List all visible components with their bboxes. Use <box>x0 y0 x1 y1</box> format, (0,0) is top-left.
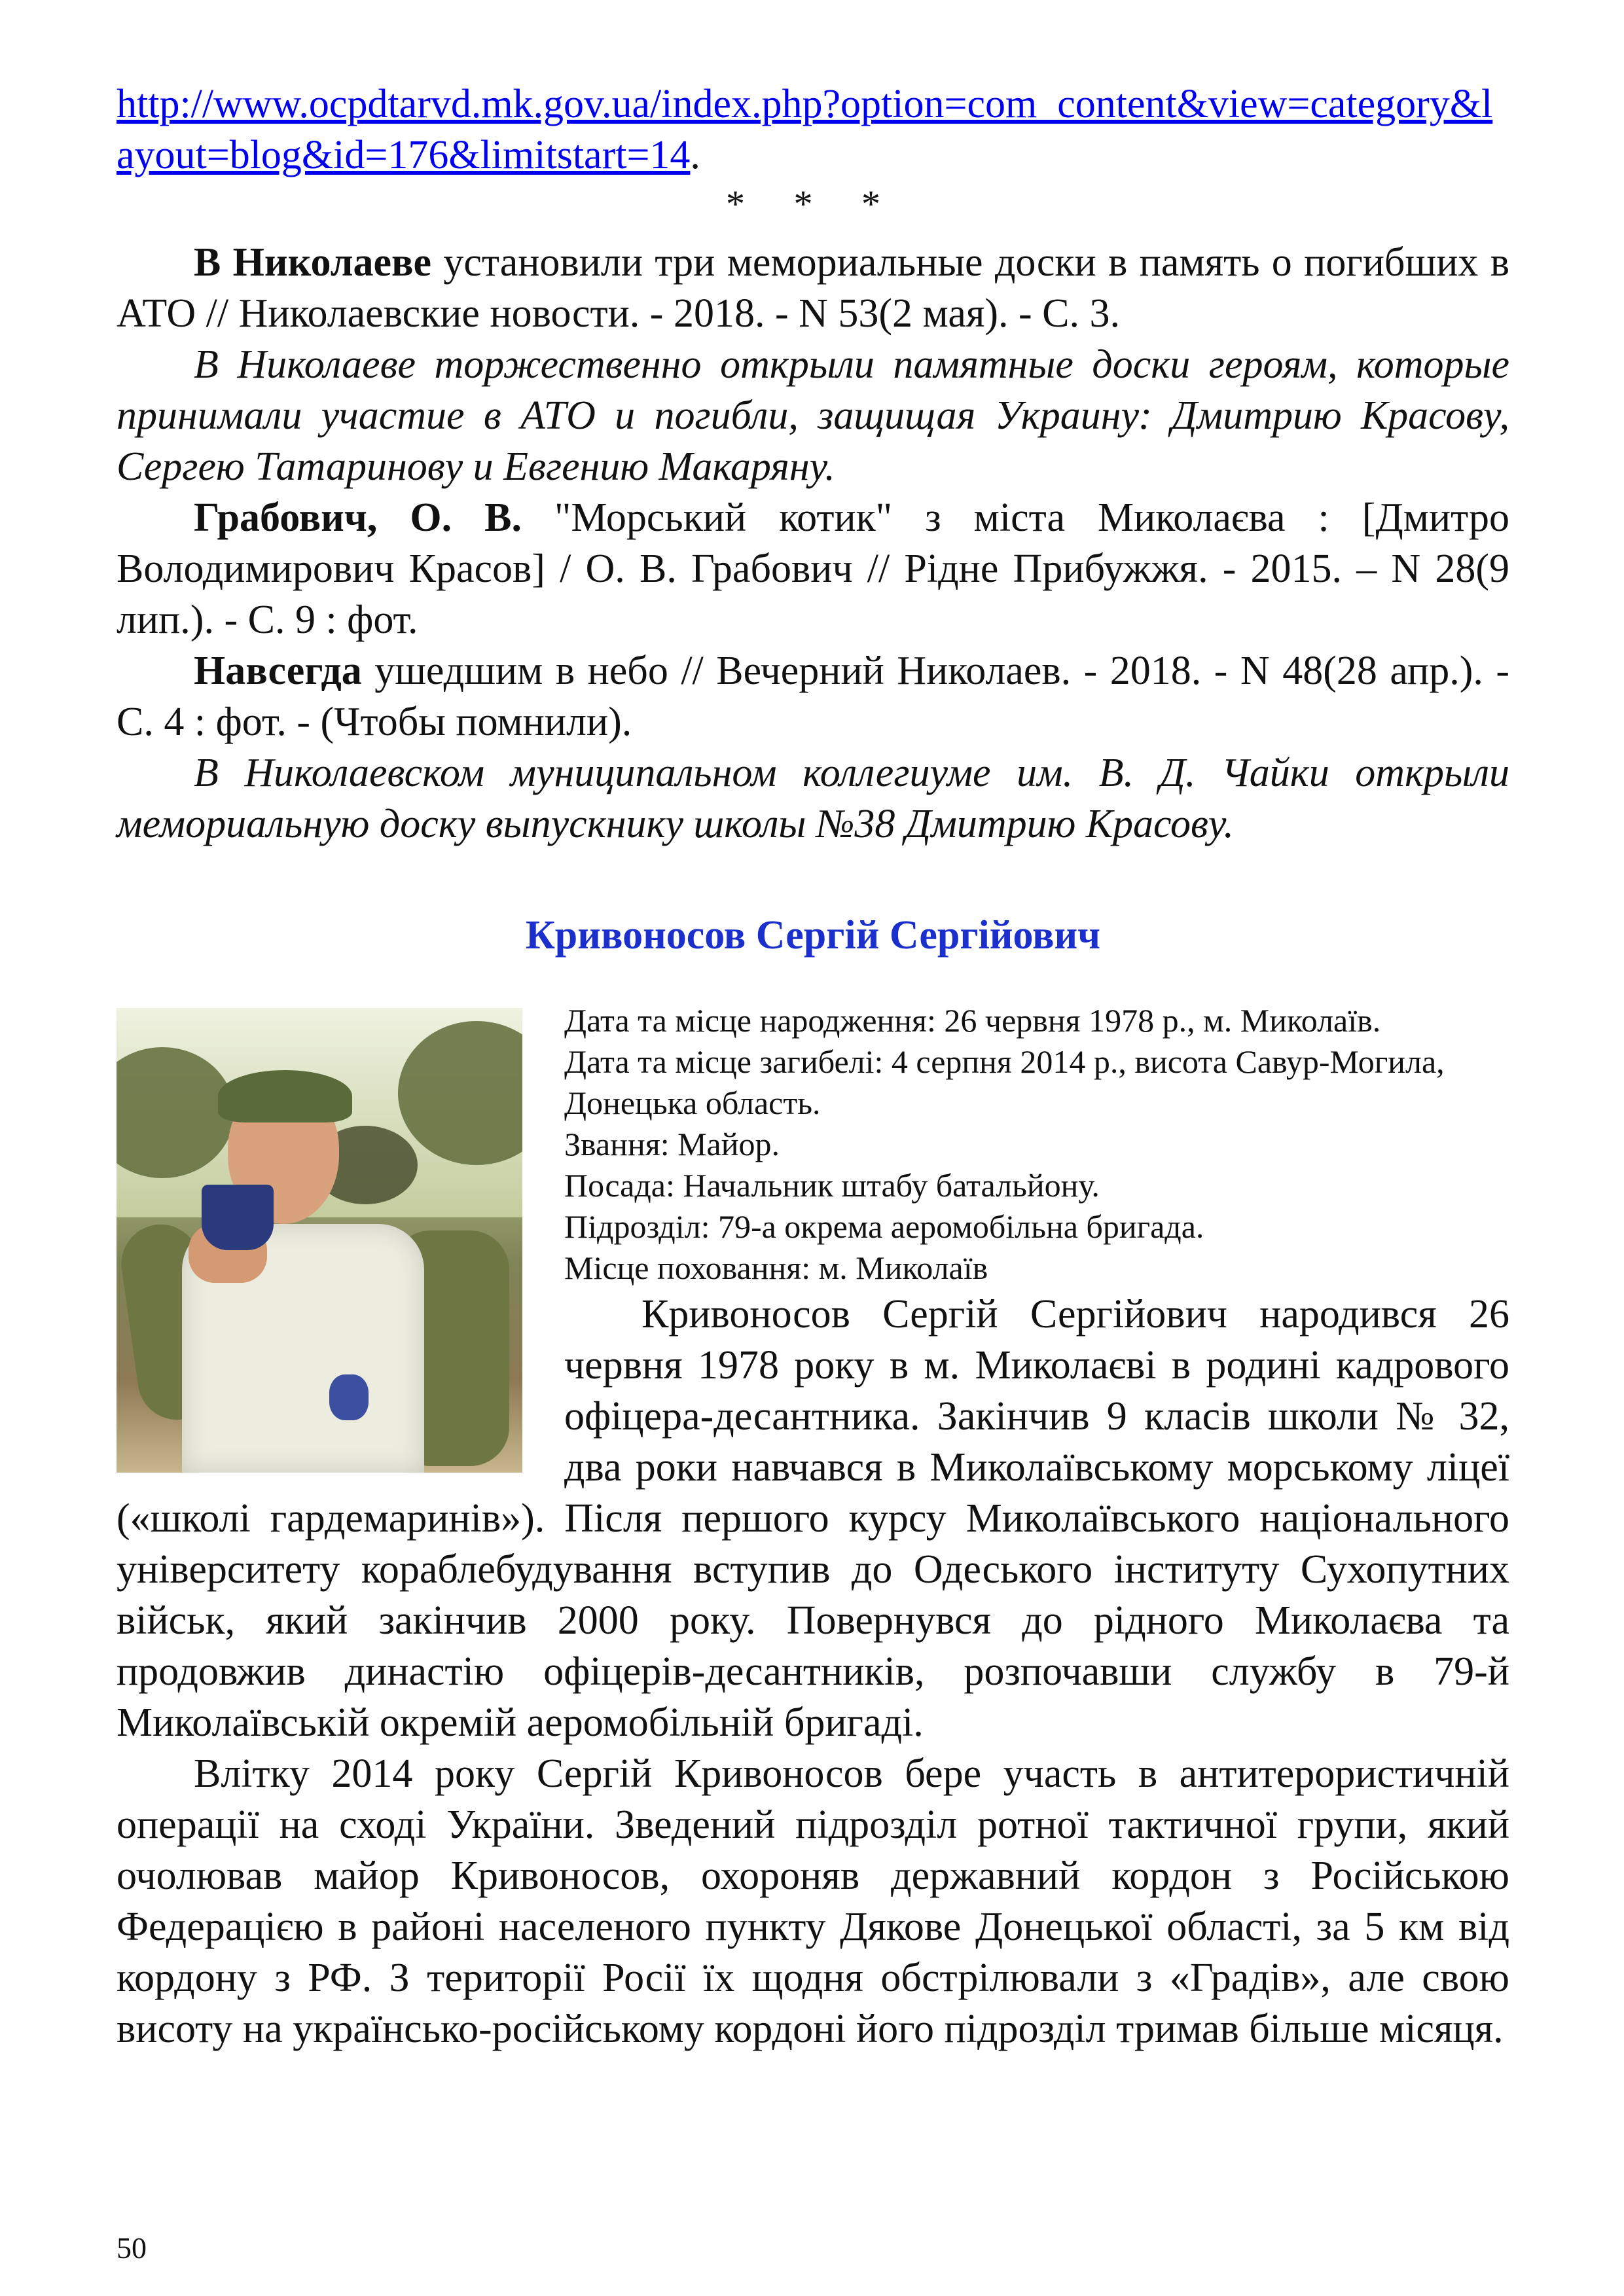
entry-annotation: В Николаевском муниципальном коллегиуме им. В. Д. Чайки открыли мемориальную доску выпускнику школы №38 Дмитрию Красову. <box>117 751 1509 846</box>
biography-paragraph: Влітку 2014 року Сергій Кривоносов бере участь в антитерористичній операції на сході України. Зведений підрозділ ротної тактичної групи, який очолював майор Кривоносов, охороняв державний кордон з Російською Федерацією в районі населеного пункту Дякове Донецької області, за 5 км від кордону з РФ. З території Росії їх щодня обстрілювали з «Градів», але свою висоту на українсько-російському кордоні його підрозділ тримав більше місяця. <box>117 1751 1509 2051</box>
bibliography-entry <box>117 645 1509 747</box>
death-info: Дата та місце загибелі: 4 серпня 2014 р., висота Савур-Могила, Донецька область. <box>564 1043 1445 1121</box>
person-heading: Кривоносов Сергій Сергійович <box>525 913 1101 958</box>
entry-details: "Морський котик" з міста Миколаєва : [Дмитро Володимирович Красов] / О. В. Грабович // Рідне Прибужжя. - 2015. – N 28(9 лип.). - С. 9 : фот. <box>117 495 1509 642</box>
burial-info: Місце поховання: м. Миколаїв <box>564 1249 988 1286</box>
entry-title: Грабович, О. В. <box>194 495 522 540</box>
person-profile <box>117 1000 1509 2054</box>
unit-info: Підрозділ: 79-а окрема аеромобільна бригада. <box>564 1208 1204 1245</box>
entry-details: установили три мемориальные доски в память о погибших в АТО // Николаевские новости. - 2018. - N 53(2 мая). - С. 3. <box>117 240 1509 336</box>
bibliography-entry <box>117 237 1509 339</box>
rank-info: Звання: Майор. <box>564 1126 780 1162</box>
birth-info: Дата та місце народження: 26 червня 1978 р., м. Миколаїв. <box>564 1002 1381 1039</box>
biography-paragraph: Кривоносов Сергій Сергійович народився 26 червня 1978 року в м. Миколаєві в родині кадрового офіцера-десантника. Закінчив 9 класів школи № 32, два роки навчався в Миколаївському морському ліцеї («школі гардемаринів»). Після першого курсу Миколаївського національного університету кораблебудування вступив до Одеського інституту Сухопутних військ, який закінчив 2000 року. Повернувся до рідного Миколаєва та продовжив династію офіцерів-десантників, розпочавши службу в 79-й Миколаївській окремій аеромобільній бригаді. <box>117 1292 1509 1745</box>
entry-title: Навсегда <box>194 649 362 693</box>
entry-details: ушедшим в небо // Вечерний Николаев. - 2018. - N 48(28 апр.). - С. 4 : фот. - (Чтобы помнили). <box>117 649 1509 744</box>
source-url-line <box>117 79 1509 181</box>
person-photo <box>117 1008 522 1473</box>
entry-annotation: В Николаеве торжественно открыли памятные доски героям, которые принимали участие в АТО и погибли, защищая Украину: Дмитрию Красову, Сергею Татаринову и Евгению Макаряну. <box>117 342 1509 489</box>
source-url-link[interactable]: http://www.ocpdtarvd.mk.gov.ua/index.php?option=com_content&view=category&layout=blog&id=176&limitstart=14 <box>117 82 1493 177</box>
entry-title: В Николаеве <box>194 240 432 285</box>
separator-stars: * * * <box>726 183 900 225</box>
document-page <box>117 79 1509 2054</box>
page-number: 50 <box>117 2231 147 2265</box>
bibliography-entry <box>117 492 1509 645</box>
position-info: Посада: Начальник штабу батальйону. <box>564 1167 1100 1204</box>
url-trailing-period: . <box>690 133 700 177</box>
